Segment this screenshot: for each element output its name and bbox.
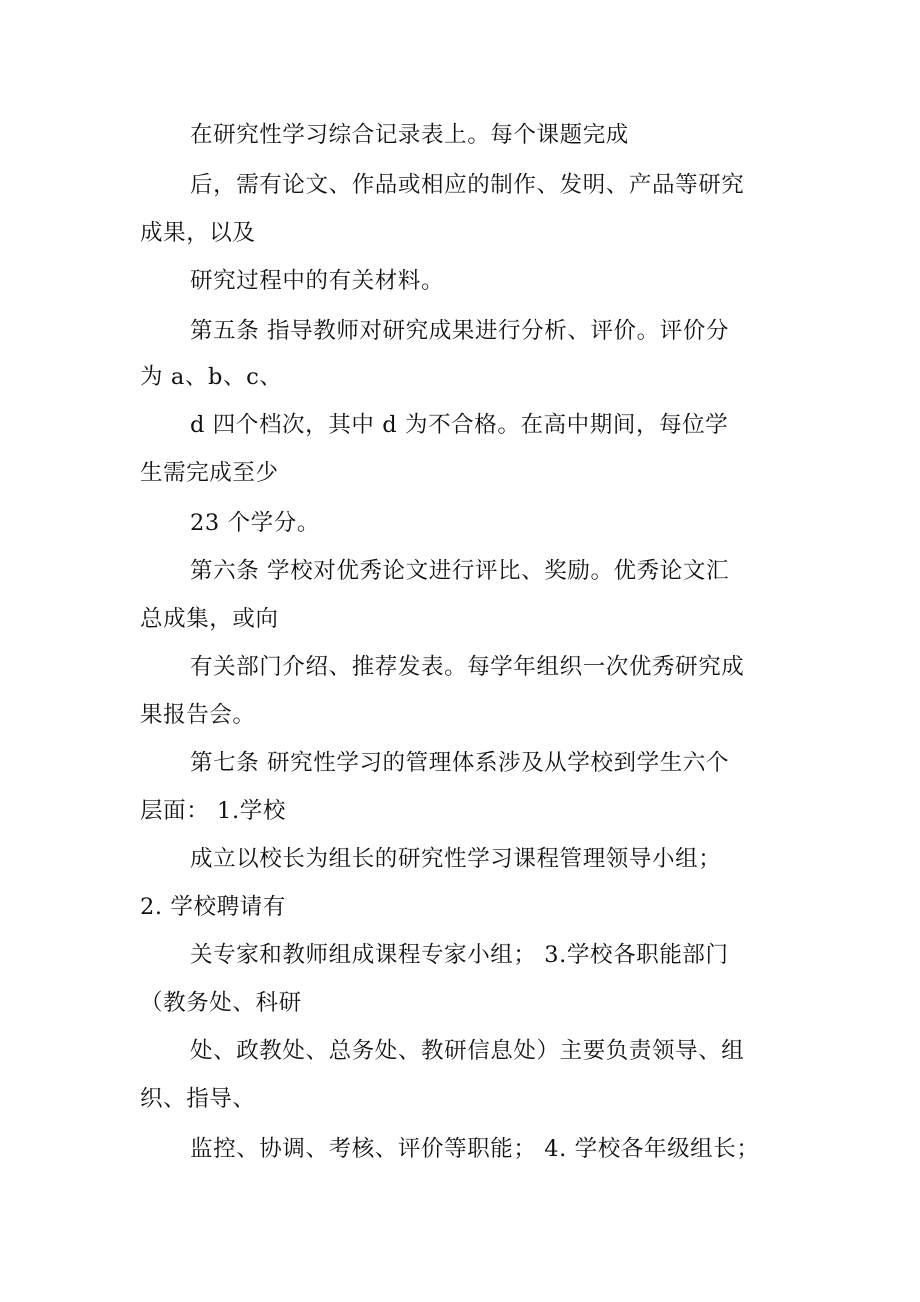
text-line: 有关部门介绍、推荐发表。每学年组织一次优秀研究成 (190, 654, 745, 680)
text-line: 织、指导、 (140, 1086, 256, 1112)
text-line: 第七条 研究性学习的管理体系涉及从学校到学生六个 (190, 750, 730, 776)
text-line: 监控、协调、考核、评价等职能； 4. 学校各年级组长； (190, 1136, 760, 1162)
text-line: d 四个档次，其中 d 为不合格。在高中期间，每位学 (190, 412, 729, 438)
text-line: 成立以校长为组长的研究性学习课程管理领导小组； (190, 846, 722, 872)
text-line: 第六条 学校对优秀论文进行评比、奖励。优秀论文汇 (190, 558, 730, 584)
text-line: 关专家和教师组成课程专家小组； 3.学校各职能部门 (190, 942, 729, 968)
text-line: 总成集，或向 (140, 606, 279, 632)
text-line: 层面： 1.学校 (140, 798, 286, 824)
text-line: 在研究性学习综合记录表上。每个课题完成 (190, 122, 629, 148)
text-line: 研究过程中的有关材料。 (190, 268, 445, 294)
text-line: 23 个学分。 (190, 510, 320, 536)
text-line: 生需完成至少 (140, 460, 279, 486)
text-line: 成果，以及 (140, 220, 256, 246)
text-line: 为 a、b、c、 (140, 364, 283, 390)
text-line: 第五条 指导教师对研究成果进行分析、评价。评价分 (190, 318, 730, 344)
text-line: 果报告会。 (140, 702, 256, 728)
text-line: 后，需有论文、作品或相应的制作、发明、产品等研究 (190, 172, 745, 198)
text-line: 2. 学校聘请有 (140, 894, 286, 920)
text-line: 处、政教处、总务处、教研信息处）主要负责领导、组 (190, 1038, 745, 1064)
text-line: （教务处、科研 (140, 990, 302, 1016)
